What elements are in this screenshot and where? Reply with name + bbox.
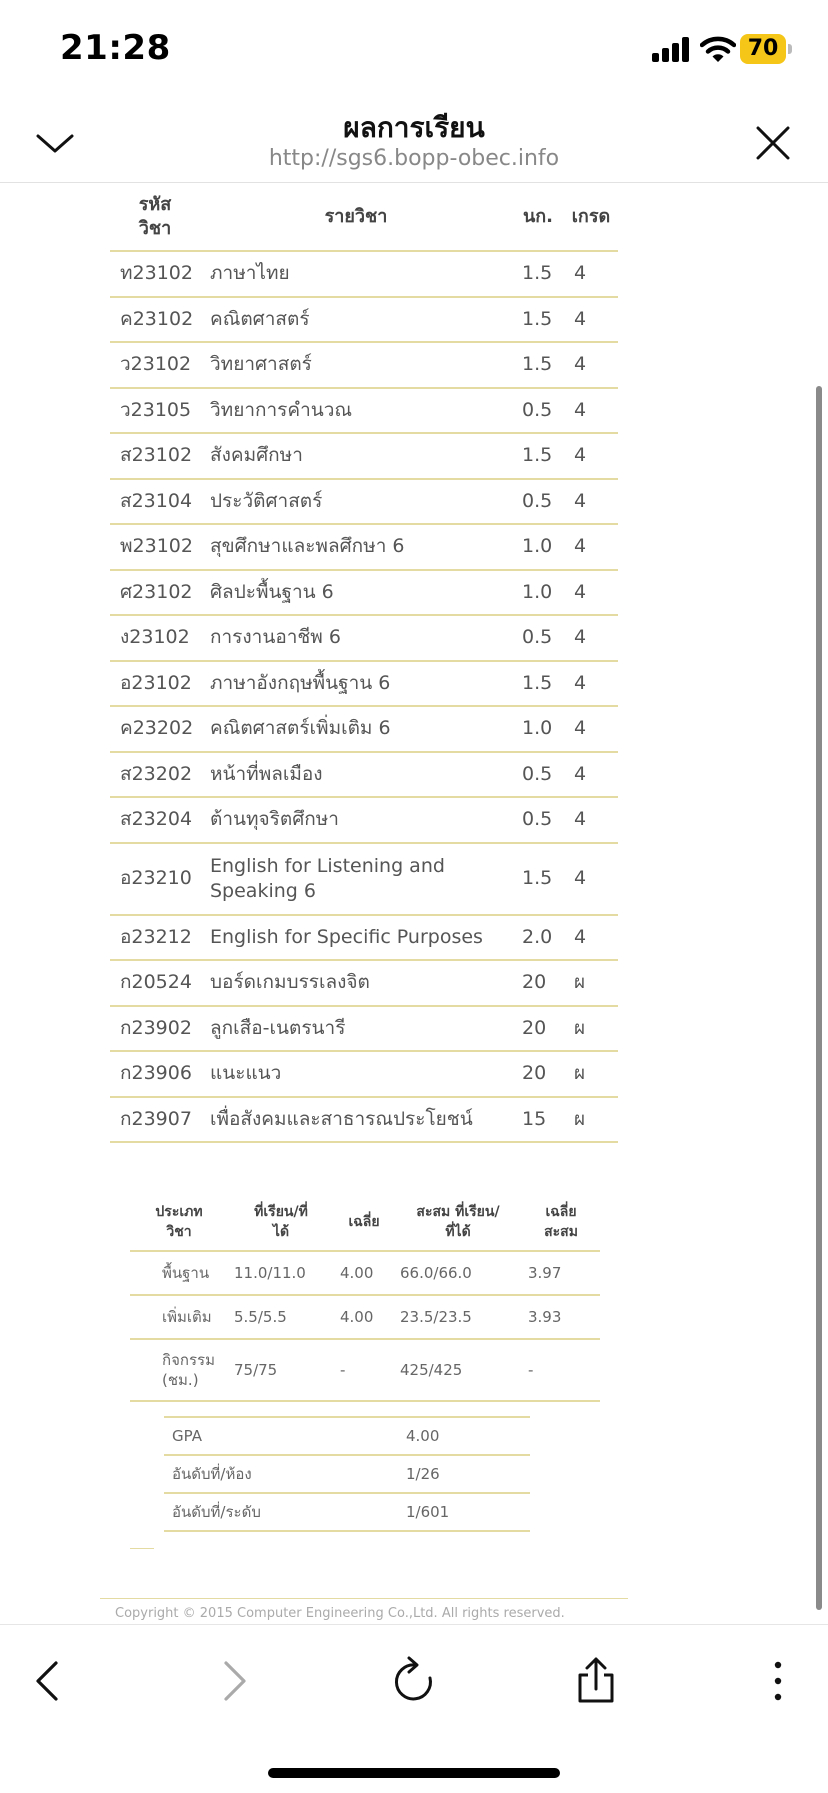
- subject-name: สังคมศึกษา: [200, 433, 512, 479]
- subject-credit: 20: [512, 1051, 564, 1097]
- subject-credit: 1.0: [512, 524, 564, 570]
- subject-grade: ผ: [564, 1097, 618, 1143]
- summary-avg: 4.00: [334, 1295, 394, 1339]
- column-header-type: ประเภท วิชา: [130, 1194, 228, 1251]
- chevron-right-icon[interactable]: [204, 1653, 260, 1709]
- subject-credit: 1.0: [512, 706, 564, 752]
- cellular-signal-icon: [652, 36, 692, 62]
- subject-grade: 4: [564, 524, 618, 570]
- subject-grade: ผ: [564, 960, 618, 1006]
- subject-name: วิทยาศาสตร์: [200, 342, 512, 388]
- column-header-cum-earned: สะสม ที่เรียน/ ที่ได้: [394, 1194, 522, 1251]
- table-row: [110, 1097, 618, 1143]
- summary-earned: 5.5/5.5: [228, 1295, 334, 1339]
- summary-cum-earned: 23.5/23.5: [394, 1295, 522, 1339]
- table-row: [110, 706, 618, 752]
- subject-grade: 4: [564, 706, 618, 752]
- subject-code: ก23907: [110, 1097, 200, 1143]
- subject-code: ส23202: [110, 752, 200, 798]
- subject-name: สุขศึกษาและพลศึกษา 6: [200, 524, 512, 570]
- copyright-text: Copyright © 2015 Computer Engineering Co.,Ltd. All rights reserved.: [115, 1606, 565, 1621]
- table-row: [110, 388, 618, 434]
- table-row: [110, 752, 618, 798]
- column-header-subject: รายวิชา: [200, 184, 512, 251]
- subject-code: ส23104: [110, 479, 200, 525]
- subject-credit: 0.5: [512, 752, 564, 798]
- subject-grade: 4: [564, 843, 618, 915]
- subject-name: ภาษาไทย: [200, 251, 512, 297]
- summary-cum-avg: 3.93: [522, 1295, 600, 1339]
- subject-name: ภาษาอังกฤษพื้นฐาน 6: [200, 661, 512, 707]
- table-row: [110, 915, 618, 961]
- subject-name: แนะแนว: [200, 1051, 512, 1097]
- page-url: http://sgs6.bopp-obec.info: [268, 146, 560, 171]
- close-icon[interactable]: [748, 118, 798, 168]
- subject-code: ง23102: [110, 615, 200, 661]
- subject-credit: 15: [512, 1097, 564, 1143]
- subject-name: บอร์ดเกมบรรเลงจิต: [200, 960, 512, 1006]
- subject-name: คณิตศาสตร์เพิ่มเติม 6: [200, 706, 512, 752]
- subject-grade: ผ: [564, 1006, 618, 1052]
- subject-credit: 0.5: [512, 615, 564, 661]
- summary-avg: 4.00: [334, 1251, 394, 1295]
- gpa-value: 4.00: [398, 1417, 530, 1455]
- table-row: [110, 960, 618, 1006]
- battery-cap: [788, 44, 792, 54]
- subject-grade: 4: [564, 797, 618, 843]
- subject-credit: 1.5: [512, 661, 564, 707]
- table-row: [164, 1493, 530, 1531]
- gpa-label: GPA: [164, 1417, 398, 1455]
- subject-credit: 0.5: [512, 388, 564, 434]
- subject-name: วิทยาการคำนวณ: [200, 388, 512, 434]
- chevron-left-icon[interactable]: [22, 1653, 78, 1709]
- table-row: [110, 251, 618, 297]
- table-row: [110, 1051, 618, 1097]
- table-row: [110, 1006, 618, 1052]
- subject-code: อ23212: [110, 915, 200, 961]
- subject-credit: 1.5: [512, 342, 564, 388]
- subject-code: ว23102: [110, 342, 200, 388]
- subject-code: ก20524: [110, 960, 200, 1006]
- column-header-avg: เฉลี่ย: [334, 1194, 394, 1251]
- subject-name: คณิตศาสตร์: [200, 297, 512, 343]
- subject-code: พ23102: [110, 524, 200, 570]
- summary-earned: 75/75: [228, 1339, 334, 1401]
- table-row: [164, 1417, 530, 1455]
- subject-grade: 4: [564, 479, 618, 525]
- subject-credit: 2.0: [512, 915, 564, 961]
- table-row: [110, 342, 618, 388]
- status-bar: [0, 0, 828, 100]
- subject-grade: 4: [564, 433, 618, 479]
- table-row: [130, 1251, 600, 1295]
- column-header-code: รหัส วิชา: [110, 184, 200, 251]
- subject-code: อ23102: [110, 661, 200, 707]
- table-row: [110, 433, 618, 479]
- subject-code: ค23102: [110, 297, 200, 343]
- scrollbar[interactable]: [816, 386, 822, 1610]
- footer-divider: [100, 1598, 628, 1599]
- subject-credit: 1.5: [512, 297, 564, 343]
- subject-code: ท23102: [110, 251, 200, 297]
- wifi-icon: [700, 34, 736, 64]
- subject-grade: 4: [564, 297, 618, 343]
- page-header: [0, 100, 828, 183]
- reload-icon[interactable]: [386, 1653, 442, 1709]
- table-row: [110, 524, 618, 570]
- table-row: [164, 1455, 530, 1493]
- subject-code: ส23102: [110, 433, 200, 479]
- subject-grade: 4: [564, 915, 618, 961]
- subject-credit: 0.5: [512, 479, 564, 525]
- summary-type: เพิ่มเติม: [130, 1295, 228, 1339]
- subject-credit: 1.5: [512, 433, 564, 479]
- divider: [130, 1548, 154, 1549]
- table-row: [110, 661, 618, 707]
- home-indicator: [268, 1768, 560, 1778]
- column-header-earned: ที่เรียน/ที่ ได้: [228, 1194, 334, 1251]
- subject-name: ลูกเสือ-เนตรนารี: [200, 1006, 512, 1052]
- status-time: 21:28: [60, 28, 171, 68]
- subject-code: ศ23102: [110, 570, 200, 616]
- subject-grade: 4: [564, 752, 618, 798]
- table-row: [110, 297, 618, 343]
- subject-credit: 1.0: [512, 570, 564, 616]
- class-rank-label: อันดับที่/ห้อง: [164, 1455, 398, 1493]
- summary-cum-avg: 3.97: [522, 1251, 600, 1295]
- subject-name: English for Listening and Speaking 6: [200, 843, 512, 915]
- summary-table: [130, 1194, 600, 1402]
- table-row: [110, 797, 618, 843]
- subject-name: ประวัติศาสตร์: [200, 479, 512, 525]
- summary-type: พื้นฐาน: [130, 1251, 228, 1295]
- subject-code: ก23906: [110, 1051, 200, 1097]
- subject-grade: 4: [564, 251, 618, 297]
- summary-cum-earned: 66.0/66.0: [394, 1251, 522, 1295]
- subject-code: ค23202: [110, 706, 200, 752]
- subject-grade: 4: [564, 388, 618, 434]
- subject-grade: 4: [564, 342, 618, 388]
- column-header-credit: นก.: [512, 184, 564, 251]
- battery-indicator: 70: [740, 34, 786, 64]
- table-row: [110, 843, 618, 915]
- subject-code: ส23204: [110, 797, 200, 843]
- subject-name: English for Specific Purposes: [200, 915, 512, 961]
- subject-credit: 20: [512, 960, 564, 1006]
- subject-credit: 20: [512, 1006, 564, 1052]
- more-vertical-icon[interactable]: [750, 1653, 806, 1709]
- subject-name: ต้านทุจริตศึกษา: [200, 797, 512, 843]
- summary-cum-earned: 425/425: [394, 1339, 522, 1401]
- table-row: [110, 570, 618, 616]
- table-row: [110, 479, 618, 525]
- summary-avg: -: [334, 1339, 394, 1401]
- subject-grade: 4: [564, 570, 618, 616]
- subject-code: ก23902: [110, 1006, 200, 1052]
- share-icon[interactable]: [568, 1653, 624, 1709]
- subject-grade: ผ: [564, 1051, 618, 1097]
- summary-earned: 11.0/11.0: [228, 1251, 334, 1295]
- subject-name: การงานอาชีพ 6: [200, 615, 512, 661]
- class-rank-value: 1/26: [398, 1455, 530, 1493]
- subject-code: ว23105: [110, 388, 200, 434]
- level-rank-value: 1/601: [398, 1493, 530, 1531]
- table-row: [130, 1339, 600, 1401]
- subject-grade: 4: [564, 615, 618, 661]
- table-row: [130, 1295, 600, 1339]
- page-title: ผลการเรียน: [343, 111, 485, 144]
- summary-cum-avg: -: [522, 1339, 600, 1401]
- summary-type: กิจกรรม (ชม.): [130, 1339, 228, 1401]
- grades-header-row: [110, 184, 618, 251]
- subject-grade: 4: [564, 661, 618, 707]
- column-header-cum-avg: เฉลี่ย สะสม: [522, 1194, 600, 1251]
- gpa-table: [164, 1416, 530, 1532]
- column-header-grade: เกรด: [564, 184, 618, 251]
- subject-credit: 0.5: [512, 797, 564, 843]
- subject-code: อ23210: [110, 843, 200, 915]
- subject-credit: 1.5: [512, 251, 564, 297]
- grades-table: [110, 184, 618, 1143]
- subject-name: เพื่อสังคมและสาธารณประโยชน์: [200, 1097, 512, 1143]
- subject-name: หน้าที่พลเมือง: [200, 752, 512, 798]
- summary-header-row: [130, 1194, 600, 1251]
- subject-credit: 1.5: [512, 843, 564, 915]
- subject-name: ศิลปะพื้นฐาน 6: [200, 570, 512, 616]
- table-row: [110, 615, 618, 661]
- level-rank-label: อันดับที่/ระดับ: [164, 1493, 398, 1531]
